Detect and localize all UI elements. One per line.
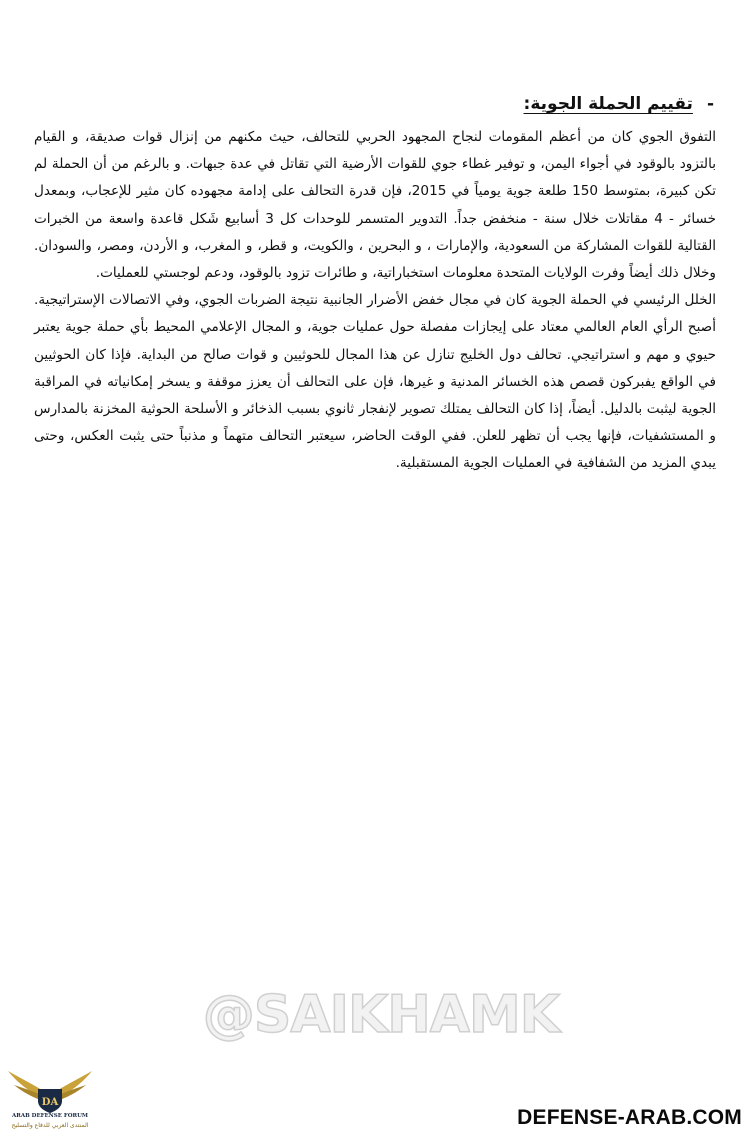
site-url: DEFENSE-ARAB.COM [517,1106,742,1129]
heading-title: تقييم الحملة الجوية: [523,94,693,114]
logo-english-name: ARAB DEFENSE FORUM [12,1113,88,1119]
article-body [34,124,716,478]
forum-logo [4,1065,96,1135]
watermark-handle: @SAIKHAMK [202,985,560,1045]
logo-arabic-name: المنتدى العربي للدفاع والتسليح [11,1122,89,1129]
section-heading [524,94,714,114]
logo-mark: DA [41,1097,59,1108]
paragraph-air-superiority: التفوق الجوي كان من أعظم المقومات لنجاح المجهود الحربي للتحالف، حيث مكنهم من إنزال قوات صديقة، و القيام بالتزود بالوقود في أجواء اليمن، و توفير غطاء جوي للقوات الأرضية التي تقاتل في عدة جبهات. و بالرغم من أن الحملة لم تكن كبيرة، بمتوسط 150 طلعة جوية يومياً في 2015، فإن قدرة التحالف على إدامة مجهوده كان مثير للإعجاب، وبمعدل خسائر - 4 مقاتلات خلال سنة - منخفض جداً. التدوير المتسمر للوحدات كل 3 أسابيع شَكل قاعدة واسعة من الخبرات القتالية للقوات المشاركة من السعودية، والإمارات ، و البحرين ، والكويت، و قطر، و المغرب، و الأردن، ومصر، والسودان. وخلال ذلك أيضاً وفرت الولايات المتحدة معلومات استخباراتية، و طائرات تزود بالوقود، ودعم لوجستي للعمليات. [34,129,716,282]
paragraph-main-flaw: الخلل الرئيسي في الحملة الجوية كان في مجال خفض الأضرار الجانبية نتيجة الضربات الجوي، وفي الاتصالات الإستراتيجية. أصبح الرأي العام العالمي معتاد على إيجازات مفصلة حول عمليات جوية، و المجال الإعلامي المحيط بأي حملة جوية يعتبر حيوي و مهم و استراتيجي. تحالف دول الخليج تنازل عن هذا المجال للحوثيين و قوات صالح من البداية. فإذا كان الحوثيين في الواقع يفبركون قصص هذه الخسائر المدنية و غيرها، فإن على التحالف أن يعزز موقفة و يسخر إمكانياته في المراقبة الجوية ليثبت بالدليل. أيضاً، إذا كان التحالف يمتلك تصوير لإنفجار ثانوي بسبب الذخائر و الأسلحة الحوثية المخزنة بالمدارس و المستشفيات، فإنها يجب أن تظهر للعلن. ففي الوقت الحاضر، سيعتبر التحالف متهماً و مذنباً حتى يثبت العكس، وحتى يبدي المزيد من الشفافية في العمليات الجوية المستقبلية. [34,292,716,472]
eagle-emblem-icon [4,1065,96,1115]
heading-dash: - [706,94,714,114]
